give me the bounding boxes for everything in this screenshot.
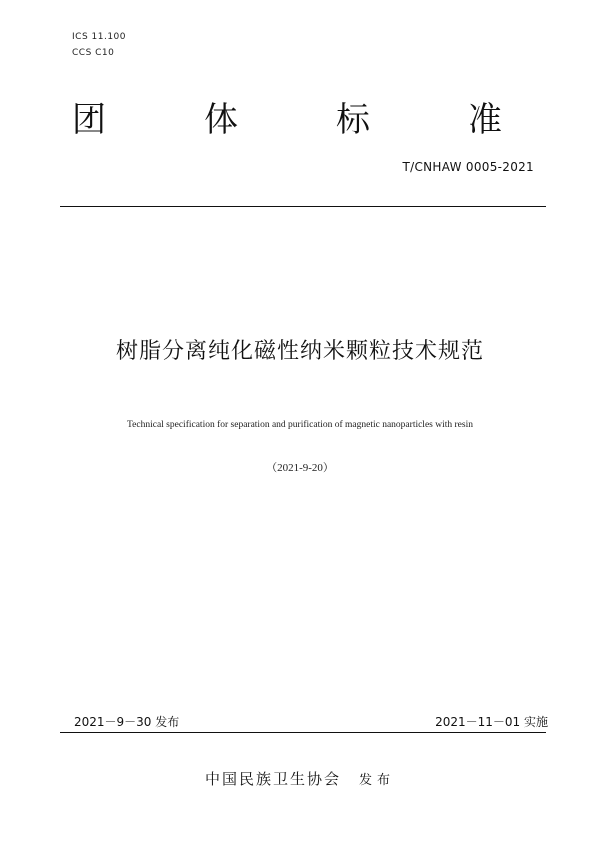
standard-type-char: 体 — [204, 100, 238, 140]
standard-type-char: 准 — [468, 100, 502, 140]
standard-type-heading — [72, 100, 502, 140]
standard-type-char: 标 — [336, 100, 370, 140]
document-title-english: Technical specification for separation and purification of magnetic nanoparticles with resin — [127, 420, 473, 430]
bottom-divider — [60, 732, 546, 733]
top-divider — [60, 206, 546, 207]
ics-code: ICS 11.100 — [72, 32, 127, 42]
publisher-organization: 中国民族卫生协会 — [204, 770, 341, 788]
release-date: 2021－9－30 发布 — [74, 715, 180, 729]
publisher-line — [0, 768, 600, 789]
draft-date: （2021-9-20） — [266, 462, 334, 474]
standard-type-char: 团 — [72, 100, 106, 140]
document-title-chinese: 树脂分离纯化磁性纳米颗粒技术规范 — [115, 339, 484, 364]
ccs-code: CCS C10 — [72, 48, 115, 58]
publisher-action: 发布 — [359, 773, 396, 788]
standard-code: T/CNHAW 0005-2021 — [402, 160, 534, 174]
implementation-date: 2021－11－01 实施 — [435, 715, 548, 729]
